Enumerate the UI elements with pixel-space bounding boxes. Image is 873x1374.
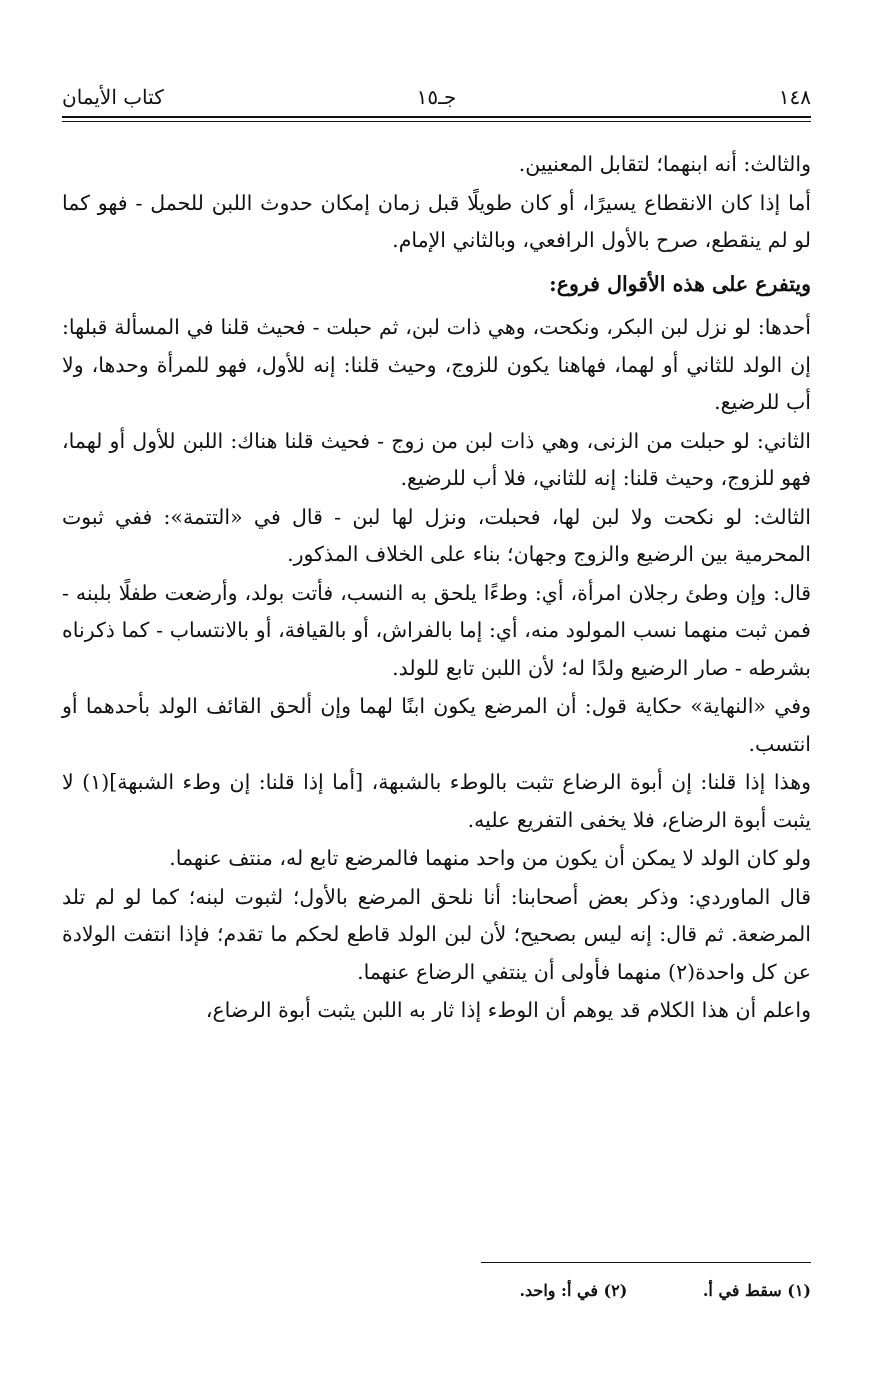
paragraph: أحدها: لو نزل لبن البكر، ونكحت، وهي ذات لبن، ثم حبلت - فحيث قلنا في المسألة قبلها: إن الولد للثاني أو لهما، فهاهنا يكون للزوج، وحيث قلنا: إنه للأول، فهو للمرأة وحدها، ولا أب للرضيع. [62, 315, 811, 414]
paragraph: وفي «النهاية» حكاية قول: أن المرضع يكون ابنًا لهما وإن ألحق القائف الولد بأحدهما أو انتسب. [62, 694, 811, 756]
main-text [62, 146, 811, 1031]
footnote-1: (١) سقط في أ. [702, 1281, 811, 1300]
volume-label: جـ١٥ [416, 85, 457, 109]
page-header [62, 80, 811, 114]
paragraph: ولو كان الولد لا يمكن أن يكون من واحد منهما فالمرضع تابع له، منتف عنهما. [169, 846, 811, 870]
section-heading: ويتفرع على هذه الأقوال فروع: [549, 271, 811, 296]
paragraph: أما إذا كان الانقطاع يسيرًا، أو كان طويلًا قبل زمان إمكان حدوث اللبن للحمل - فهو كما لو لم ينقطع، صرح بالأول الرافعي، وبالثاني الإمام. [62, 190, 811, 252]
paragraph: واعلم أن هذا الكلام قد يوهم أن الوطء إذا ثار به اللبن يثبت أبوة الرضاع، [205, 998, 811, 1022]
header-rule-thin [62, 121, 811, 122]
book-title: كتاب الأيمان [62, 85, 164, 109]
page-number: ١٤٨ [778, 85, 811, 109]
paragraph: والثالث: أنه ابنهما؛ لتقابل المعنيين. [518, 152, 811, 176]
footnote-separator [481, 1262, 811, 1263]
footnote-2: (٢) في أ: واحد. [519, 1281, 628, 1300]
paragraph: قال الماوردي: وذكر بعض أصحابنا: أنا نلحق المرضع بالأول؛ لثبوت لبنه؛ كما لو لم تلد المرضعة. ثم قال: إنه ليس بصحيح؛ لأن لبن الولد قاطع لحكم ما تقدم؛ فإذا انتفت الولادة عن كل واحدة(٢) منهما فأولى أن ينتفي الرضاع عنهما. [62, 884, 811, 984]
header-rule-thick [62, 116, 811, 118]
paragraph: قال: وإن وطئ رجلان امرأة، أي: وطءًا يلحق به النسب، فأتت بولد، وأرضعت طفلًا بلبنه - فمن ثبت منهما نسب المولود منه، أي: إما بالفراش، أو بالقيافة، أو بالانتساب - كما ذكرناه بشرطه - صار الرضيع ولدًا له؛ لأن اللبن تابع للولد. [62, 580, 811, 680]
paragraph: وهذا إذا قلنا: إن أبوة الرضاع تثبت بالوطء بالشبهة، [أما إذا قلنا: إن وطء الشبهة](١) لا يثبت أبوة الرضاع، فلا يخفى التفريع عليه. [62, 770, 811, 832]
footnotes [62, 1278, 811, 1304]
paragraph: الثالث: لو نكحت ولا لبن لها، فحبلت، ونزل لها لبن - قال في «التتمة»: ففي ثبوت المحرمية بين الرضيع والزوج وجهان؛ بناء على الخلاف المذكور. [62, 504, 811, 566]
paragraph: الثاني: لو حبلت من الزنى، وهي ذات لبن من زوج - فحيث قلنا هناك: اللبن للأول أو لهما، فهو للزوج، وحيث قلنا: إنه للثاني، فلا أب للرضيع. [62, 428, 811, 490]
